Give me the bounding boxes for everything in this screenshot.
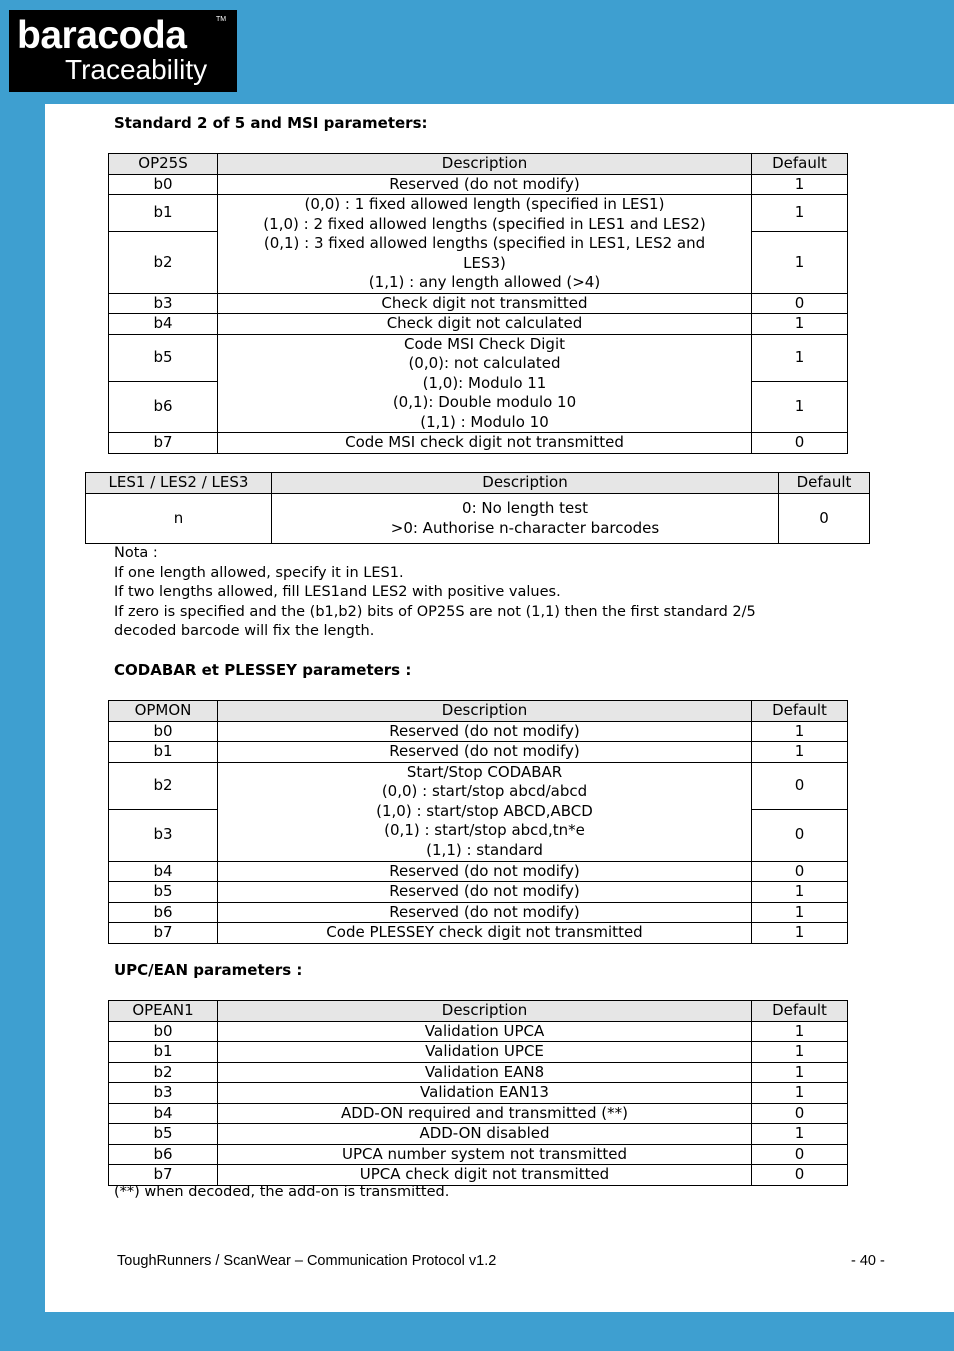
default-cell: 1: [752, 174, 848, 195]
bit-cell: b0: [109, 174, 218, 195]
table-header-row: [109, 701, 848, 722]
header-cell: Default: [752, 1001, 848, 1022]
table-row: [109, 174, 848, 195]
table-row: [109, 1083, 848, 1104]
default-cell: 0: [752, 293, 848, 314]
header-cell: Default: [752, 701, 848, 722]
table-row: [109, 334, 848, 381]
desc-line: (0,1): Double modulo 10: [392, 393, 577, 411]
les-table: [85, 472, 870, 544]
table-row: [109, 923, 848, 944]
table-row: [109, 314, 848, 335]
bit-cell: b3: [109, 293, 218, 314]
table-row: [109, 882, 848, 903]
note-line: decoded barcode will fix the length.: [114, 623, 375, 639]
footer-page-number: - 40 -: [851, 1253, 885, 1269]
table-row: [109, 433, 848, 454]
desc-cell: UPCA check digit not transmitted: [218, 1165, 752, 1186]
default-cell: 1: [752, 882, 848, 903]
bit-cell: b7: [109, 433, 218, 454]
default-cell: 0: [752, 809, 848, 861]
desc-cell: Check digit not calculated: [218, 314, 752, 335]
default-cell: 0: [779, 494, 870, 544]
header-cell: Description: [272, 473, 779, 494]
op25s-table: [108, 153, 848, 454]
desc-cell-merged: [218, 762, 752, 861]
table-row: [109, 902, 848, 923]
section-heading-2of5-msi: Standard 2 of 5 and MSI parameters:: [114, 114, 428, 132]
footer-document-title: ToughRunners / ScanWear – Communication Protocol v1.2: [117, 1253, 497, 1269]
bit-cell: b2: [109, 1062, 218, 1083]
desc-line: (1,1) : standard: [426, 840, 543, 859]
desc-cell: Validation EAN8: [218, 1062, 752, 1083]
table-row: [109, 195, 848, 232]
bit-cell: b1: [109, 742, 218, 763]
logo-subtitle: Traceability: [65, 54, 208, 85]
desc-line: 0: No length test: [462, 499, 588, 517]
header-cell: Description: [218, 1001, 752, 1022]
default-cell: 1: [752, 1124, 848, 1145]
table-row: [109, 293, 848, 314]
note-block: [114, 544, 756, 642]
desc-cell: Validation EAN13: [218, 1083, 752, 1104]
desc-line: >0: Authorise n-character barcodes: [390, 518, 660, 537]
bit-cell: b5: [109, 882, 218, 903]
table-row: [109, 1021, 848, 1042]
header-cell: Description: [218, 701, 752, 722]
bit-cell: b4: [109, 1103, 218, 1124]
bit-cell: b2: [109, 762, 218, 809]
opean1-table: [108, 1000, 848, 1186]
table-header-row: [109, 1001, 848, 1022]
table-row: [86, 494, 870, 544]
desc-cell: ADD-ON required and transmitted (**): [218, 1103, 752, 1124]
bit-cell: b6: [109, 381, 218, 432]
bit-cell: b1: [109, 1042, 218, 1063]
desc-line: (1,0): Modulo 11: [422, 373, 547, 392]
default-cell: 1: [752, 923, 848, 944]
desc-line: (1,0) : 2 fixed allowed lengths (specified in LES1 and LES2): [263, 214, 706, 233]
desc-cell: Reserved (do not modify): [218, 902, 752, 923]
table-row: [109, 1042, 848, 1063]
desc-cell: Check digit not transmitted: [218, 293, 752, 314]
desc-cell: [272, 494, 779, 544]
default-cell: 1: [752, 1062, 848, 1083]
header-cell: LES1 / LES2 / LES3: [86, 473, 272, 494]
default-cell: 0: [752, 762, 848, 809]
bit-cell: b7: [109, 923, 218, 944]
desc-cell: Reserved (do not modify): [218, 742, 752, 763]
param-cell: n: [86, 494, 272, 544]
bit-cell: b5: [109, 334, 218, 381]
default-cell: 0: [752, 1103, 848, 1124]
desc-line: Code MSI Check Digit: [403, 334, 566, 353]
table-row: [109, 1165, 848, 1186]
desc-line: (0,0) : 1 fixed allowed length (specified in LES1): [304, 195, 665, 213]
footnote: (**) when decoded, the add-on is transmitted.: [114, 1184, 450, 1200]
bit-cell: b6: [109, 902, 218, 923]
desc-cell: Reserved (do not modify): [218, 861, 752, 882]
bit-cell: b4: [109, 861, 218, 882]
table-row: [109, 861, 848, 882]
desc-cell-merged: [218, 334, 752, 433]
table-header-row: [86, 473, 870, 494]
table-row: [109, 1103, 848, 1124]
desc-cell: Validation UPCA: [218, 1021, 752, 1042]
note-line: Nota :: [114, 545, 158, 561]
header-cell: OPEAN1: [109, 1001, 218, 1022]
section-heading-codabar-plessey: CODABAR et PLESSEY parameters :: [114, 661, 412, 679]
bit-cell: b1: [109, 195, 218, 232]
note-line: If one length allowed, specify it in LES1.: [114, 564, 404, 581]
desc-cell: Code MSI check digit not transmitted: [218, 433, 752, 454]
desc-line: (1,0) : start/stop ABCD,ABCD: [376, 801, 593, 820]
bit-cell: b5: [109, 1124, 218, 1145]
default-cell: 1: [752, 381, 848, 432]
note-line: If zero is specified and the (b1,b2) bits of OP25S are not (1,1) then the first standard 2/5: [114, 603, 756, 620]
default-cell: 1: [752, 334, 848, 381]
bit-cell: b3: [109, 1083, 218, 1104]
desc-cell-merged: [218, 195, 752, 294]
default-cell: 1: [752, 902, 848, 923]
default-cell: 1: [752, 314, 848, 335]
default-cell: 1: [752, 742, 848, 763]
note-line: If two lengths allowed, fill LES1and LES2 with positive values.: [114, 584, 561, 600]
opmon-table: [108, 700, 848, 944]
desc-cell: Code PLESSEY check digit not transmitted: [218, 923, 752, 944]
bit-cell: b0: [109, 1021, 218, 1042]
table-row: [109, 1062, 848, 1083]
bit-cell: b3: [109, 809, 218, 861]
table-row: [109, 742, 848, 763]
bit-cell: b2: [109, 232, 218, 293]
table-row: [109, 1144, 848, 1165]
table-row: [109, 762, 848, 809]
table-row: [109, 1124, 848, 1145]
default-cell: 0: [752, 1144, 848, 1165]
bit-cell: b7: [109, 1165, 218, 1186]
desc-cell: Validation UPCE: [218, 1042, 752, 1063]
desc-line: LES3): [463, 253, 506, 272]
desc-cell: Reserved (do not modify): [218, 174, 752, 195]
desc-line: (1,1) : Modulo 10: [420, 412, 549, 431]
default-cell: 1: [752, 232, 848, 293]
header-cell: OP25S: [109, 154, 218, 175]
default-cell: 0: [752, 861, 848, 882]
desc-line: (0,1) : 3 fixed allowed lengths (specified in LES1, LES2 and: [263, 234, 706, 252]
table-row: [109, 721, 848, 742]
default-cell: 1: [752, 195, 848, 232]
default-cell: 1: [752, 1083, 848, 1104]
desc-line: (0,1) : start/stop abcd,tn*e: [384, 821, 585, 840]
header-cell: Description: [218, 154, 752, 175]
section-heading-upc-ean: UPC/EAN parameters :: [114, 961, 303, 979]
bit-cell: b6: [109, 1144, 218, 1165]
default-cell: 0: [752, 1165, 848, 1186]
desc-cell: UPCA number system not transmitted: [218, 1144, 752, 1165]
logo-trademark: TM: [216, 16, 227, 23]
desc-cell: Reserved (do not modify): [218, 721, 752, 742]
desc-line: Start/Stop CODABAR: [406, 762, 563, 781]
baracoda-logo: [9, 10, 237, 92]
default-cell: 1: [752, 721, 848, 742]
default-cell: 1: [752, 1042, 848, 1063]
header-cell: OPMON: [109, 701, 218, 722]
bit-cell: b0: [109, 721, 218, 742]
header-cell: Default: [779, 473, 870, 494]
logo-wordmark: baracoda: [17, 14, 187, 57]
bit-cell: b4: [109, 314, 218, 335]
default-cell: 0: [752, 433, 848, 454]
header-cell: Default: [752, 154, 848, 175]
desc-line: (1,1) : any length allowed (>4): [368, 273, 601, 291]
desc-line: (0,0) : start/stop abcd/abcd: [381, 782, 588, 801]
table-header-row: [109, 154, 848, 175]
desc-cell: ADD-ON disabled: [218, 1124, 752, 1145]
desc-line: (0,0): not calculated: [408, 354, 561, 372]
desc-cell: Reserved (do not modify): [218, 882, 752, 903]
default-cell: 1: [752, 1021, 848, 1042]
